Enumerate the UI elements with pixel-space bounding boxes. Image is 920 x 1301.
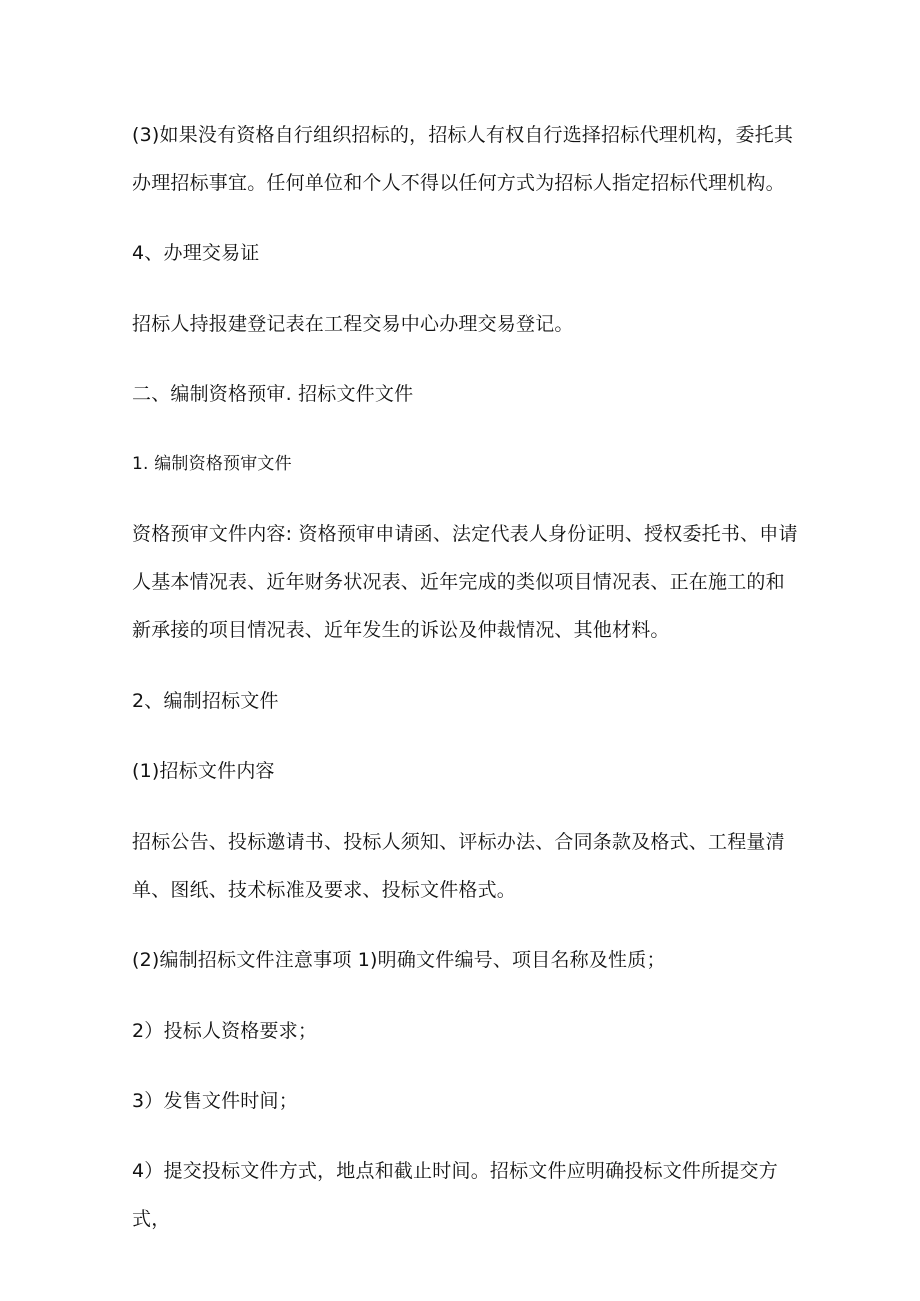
paragraph-transaction-registration: 招标人持报建登记表在工程交易中心办理交易登记。: [132, 313, 574, 335]
heading-prequalification-documents: 二、编制资格预审. 招标文件文件: [132, 383, 414, 405]
subheading-bidding-contents: (1)招标文件内容: [132, 760, 275, 782]
heading-bidding-documents: 2、编制招标文件: [132, 690, 279, 712]
paragraph-notes-item-3: 3）发售文件时间；: [132, 1090, 298, 1112]
heading-transaction-certificate: 4、办理交易证: [132, 242, 260, 264]
paragraph-prequalification-contents: 资格预审文件内容: 资格预审申请函、法定代表人身份证明、授权委托书、申请人基本情况表、近年财务状况表、近年完成的类似项目情况表、正在施工的和新承接的项目情况表、近年发生的诉讼及仲裁情况、其他材料。: [132, 523, 798, 641]
paragraph-agency-selection: (3)如果没有资格自行组织招标的，招标人有权自行选择招标代理机构，委托其办理招标事宜。任何单位和个人不得以任何方式为招标人指定招标代理机构。: [132, 124, 794, 194]
paragraph-notes-item-1: (2)编制招标文件注意事项 1)明确文件编号、项目名称及性质；: [132, 949, 666, 971]
subheading-prequalification-file: 1. 编制资格预审文件: [132, 454, 292, 474]
paragraph-bidding-contents: 招标公告、投标邀请书、投标人须知、评标办法、合同条款及格式、工程量清单、图纸、技术标准及要求、投标文件格式。: [132, 831, 785, 901]
paragraph-notes-item-2: 2）投标人资格要求；: [132, 1020, 318, 1042]
paragraph-notes-item-4: 4）提交投标文件方式，地点和截止时间。招标文件应明确投标文件所提交方式，: [132, 1160, 778, 1230]
